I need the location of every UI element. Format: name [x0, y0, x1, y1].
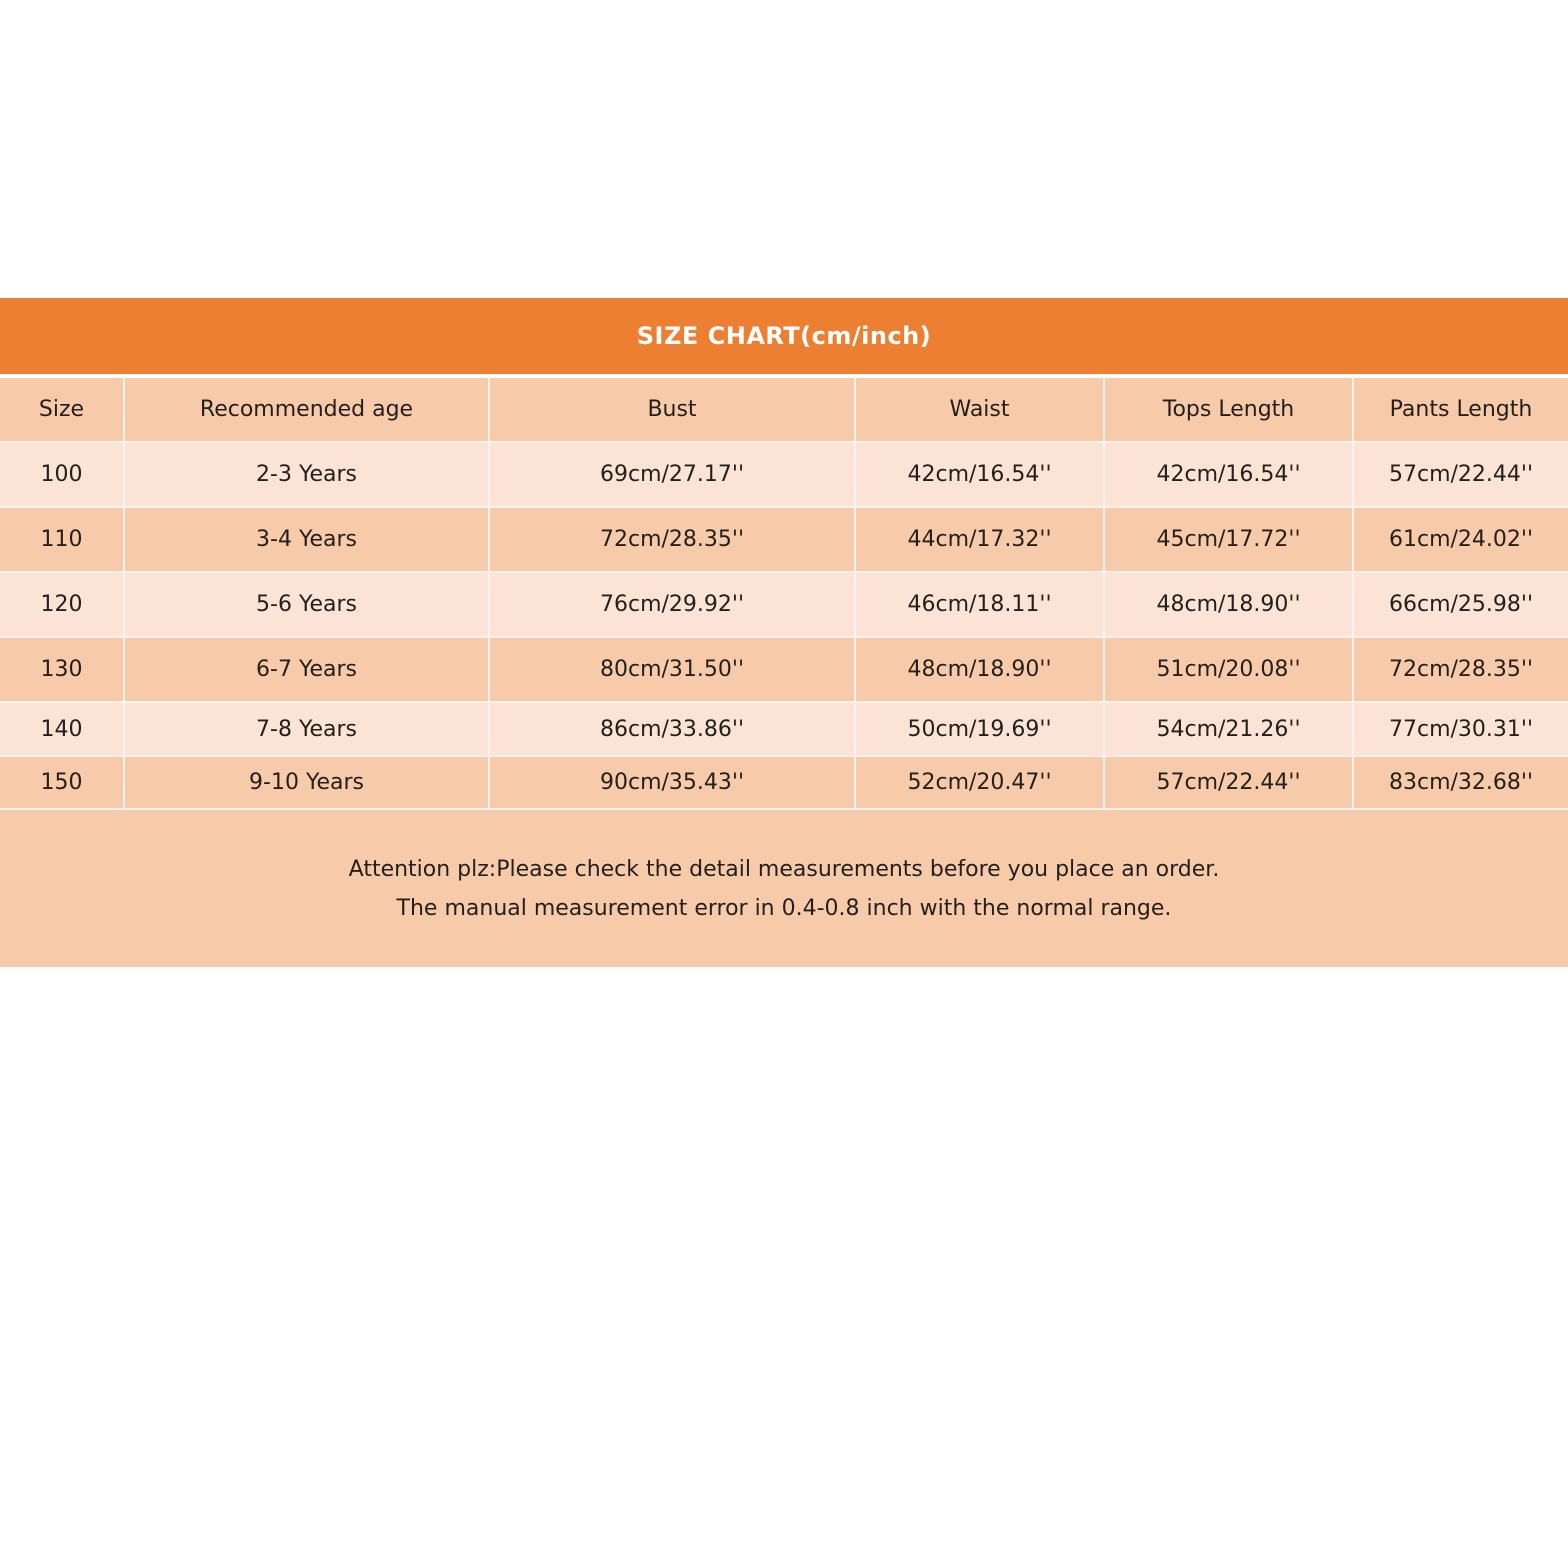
table-row [0, 637, 1568, 702]
cell-bust: 86cm/33.86'' [489, 702, 855, 756]
cell-size: 130 [0, 637, 124, 702]
column-header-size: Size [0, 378, 124, 442]
cell-tops-length: 57cm/22.44'' [1104, 756, 1353, 809]
cell-size: 100 [0, 442, 124, 507]
note-line-check-measurements: Attention plz:Please check the detail measurements before you place an order. [348, 856, 1220, 882]
cell-tops-length: 54cm/21.26'' [1104, 702, 1353, 756]
column-header-pants-length: Pants Length [1389, 397, 1533, 422]
cell-size: 150 [0, 756, 124, 809]
cell-tops-length: 51cm/20.08'' [1104, 637, 1353, 702]
cell-pants-length: 83cm/32.68'' [1388, 770, 1533, 795]
cell-pants-length: 57cm/22.44'' [1388, 462, 1533, 487]
size-chart [0, 298, 1568, 967]
attention-note [0, 810, 1568, 967]
cell-bust: 80cm/31.50'' [489, 637, 855, 702]
cell-waist: 46cm/18.11'' [855, 572, 1104, 637]
cell-waist: 48cm/18.90'' [855, 637, 1104, 702]
cell-tops-length: 48cm/18.90'' [1104, 572, 1353, 637]
table-header-row [0, 378, 1568, 442]
column-header-bust: Bust [489, 378, 855, 442]
cell-age: 7-8 Years [124, 702, 489, 756]
table-row [0, 507, 1568, 572]
cell-tops-length: 42cm/16.54'' [1104, 442, 1353, 507]
cell-tops-length: 45cm/17.72'' [1104, 507, 1353, 572]
cell-bust: 90cm/35.43'' [489, 756, 855, 809]
cell-waist: 50cm/19.69'' [855, 702, 1104, 756]
chart-title: SIZE CHART(cm/inch) [0, 298, 1568, 374]
cell-size: 110 [0, 507, 124, 572]
cell-age: 9-10 Years [124, 756, 489, 809]
size-table [0, 378, 1568, 810]
table-row [0, 572, 1568, 637]
cell-age: 3-4 Years [124, 507, 489, 572]
cell-waist: 42cm/16.54'' [855, 442, 1104, 507]
cell-age: 6-7 Years [124, 637, 489, 702]
cell-waist: 44cm/17.32'' [855, 507, 1104, 572]
cell-pants-length: 77cm/30.31'' [1388, 716, 1533, 742]
cell-age: 5-6 Years [124, 572, 489, 637]
cell-age: 2-3 Years [124, 442, 489, 507]
table-row [0, 756, 1568, 809]
cell-pants-length: 66cm/25.98'' [1388, 592, 1533, 617]
table-row [0, 442, 1568, 507]
cell-bust: 76cm/29.92'' [489, 572, 855, 637]
table-row [0, 702, 1568, 756]
cell-waist: 52cm/20.47'' [855, 756, 1104, 809]
cell-size: 140 [0, 702, 124, 756]
column-header-recommended-age: Recommended age [124, 378, 489, 442]
column-header-waist: Waist [855, 378, 1104, 442]
cell-pants-length: 72cm/28.35'' [1388, 657, 1533, 682]
cell-pants-length: 61cm/24.02'' [1388, 527, 1533, 552]
cell-size: 120 [0, 572, 124, 637]
note-line-measurement-error: The manual measurement error in 0.4-0.8 inch with the normal range. [396, 895, 1172, 921]
cell-bust: 72cm/28.35'' [489, 507, 855, 572]
column-header-tops-length: Tops Length [1104, 378, 1353, 442]
cell-bust: 69cm/27.17'' [489, 442, 855, 507]
